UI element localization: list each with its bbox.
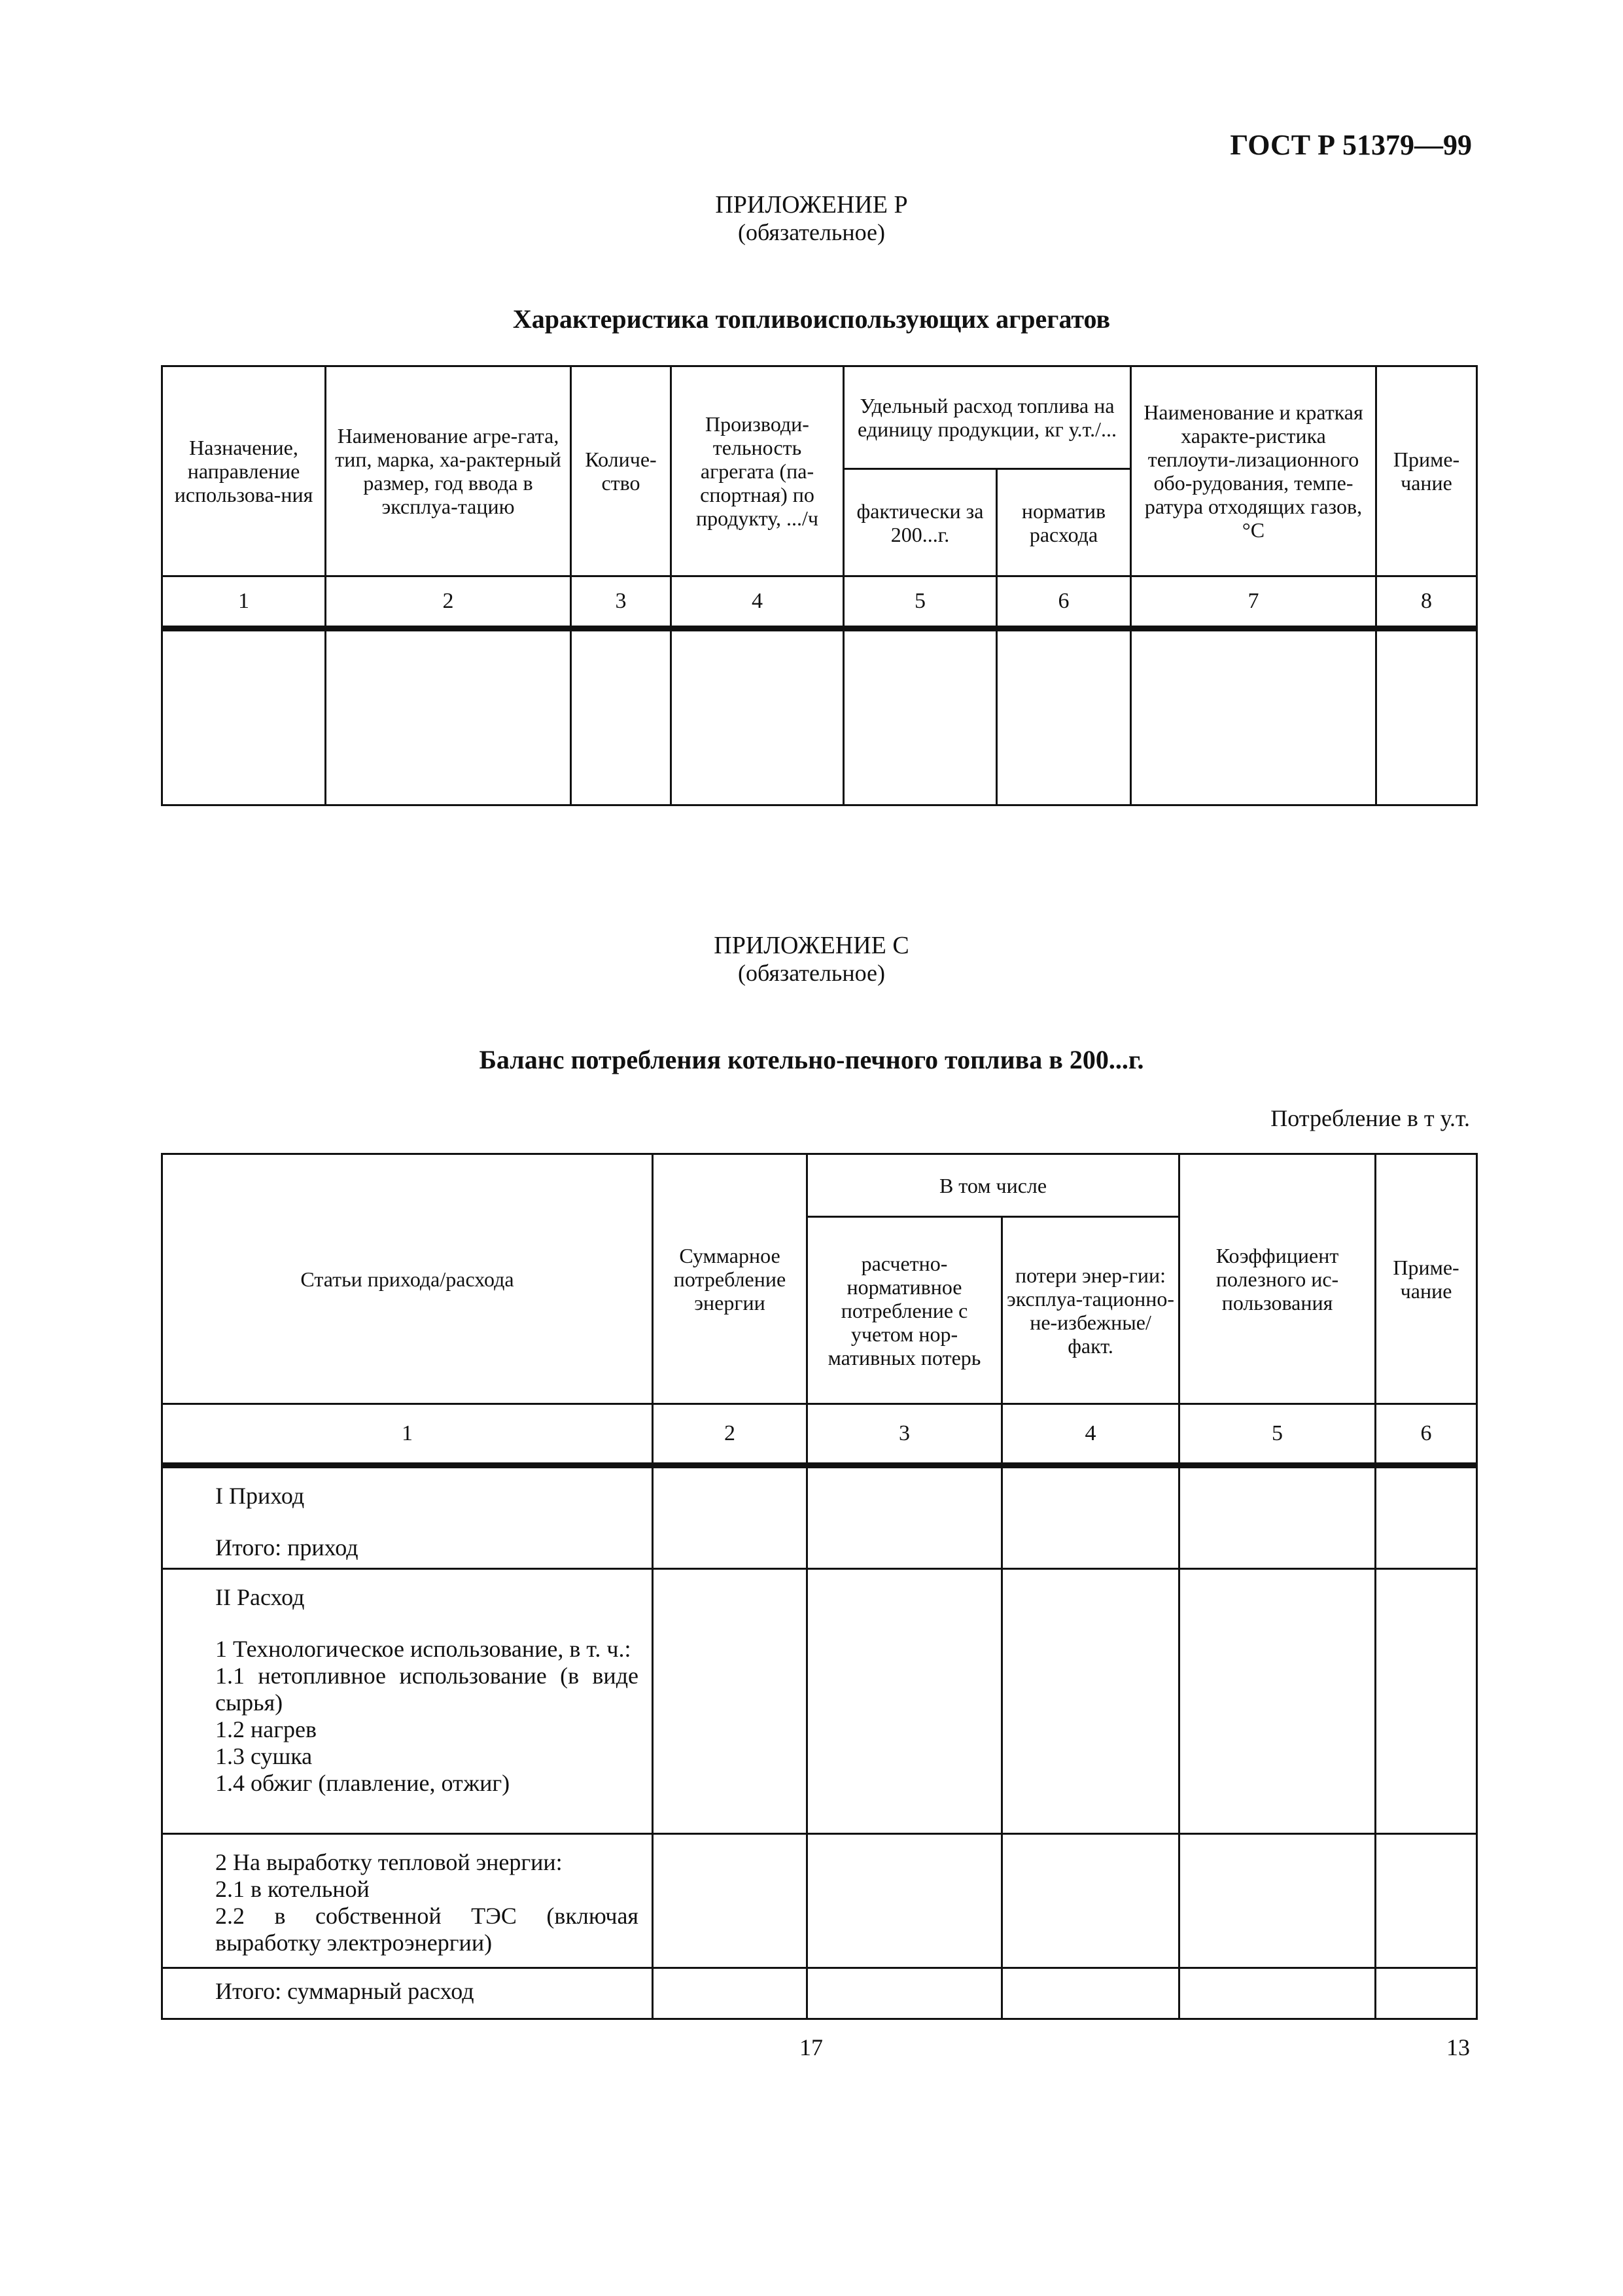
empty-cell [807,1968,1002,2019]
column-number: 7 [1131,576,1376,629]
column-number: 2 [326,576,571,629]
row-firing: 1.4 обжиг (плавление, отжиг) [215,1770,510,1796]
empty-cell [653,1569,807,1834]
empty-cell [1179,1569,1376,1834]
empty-cell [1002,1466,1179,1569]
page-number-right: 13 [1446,2034,1470,2060]
expense-total-section [162,1968,653,2019]
row-income: I Приход [215,1483,305,1509]
row-nonfuel: 1.1 нетопливное использование (в виде сырья) [215,1663,638,1716]
header-unit-name: Наименование агре-гата, тип, марка, ха-рактерный размер, год ввода в эксплуа-тацию [326,366,571,576]
empty-cell [653,1968,807,2019]
header-capacity: Производи-тельность агрегата (па-спортная) по продукту, .../ч [671,366,844,576]
expense-section [162,1569,653,1834]
empty-cell [326,629,571,805]
row-expense-total: Итого: суммарный расход [215,1978,474,2004]
appendix-s-table-title: Баланс потребления котельно-печного топлива в 200...г. [479,1045,1144,1074]
unit-note: Потребление в т у.т. [1270,1105,1470,1131]
column-number: 8 [1376,576,1477,629]
column-number: 1 [162,1404,653,1466]
empty-cell [671,629,844,805]
appendix-r-table-title: Характеристика топливоиспользующих агрегатов [512,304,1111,334]
empty-cell [807,1834,1002,1968]
row-heating: 1.2 нагрев [215,1716,317,1742]
empty-cell [653,1466,807,1569]
empty-cell [1376,1834,1477,1968]
row-tech-use: 1 Технологическое использование, в т. ч.: [215,1636,631,1662]
empty-cell [1002,1968,1179,2019]
empty-cell [162,629,326,805]
empty-cell [1376,1968,1477,2019]
empty-cell [807,1569,1002,1834]
empty-cell [571,629,671,805]
row-boiler: 2.1 в котельной [215,1876,370,1902]
header-note: Приме-чание [1376,1154,1477,1404]
header-efficiency: Коэффициент полезного ис-пользования [1179,1154,1376,1404]
column-number: 5 [1179,1404,1376,1466]
column-number: 2 [653,1404,807,1466]
appendix-r-status: (обязательное) [738,219,885,245]
empty-cell [1179,1968,1376,2019]
page-number-left: 17 [799,2034,823,2060]
empty-cell [653,1834,807,1968]
column-number: 3 [571,576,671,629]
header-total-consumption: Суммарное потребление энергии [653,1154,807,1404]
empty-cell [1131,629,1376,805]
header-specific-consumption: Удельный расход топлива на единицу продукции, кг у.т./... [844,366,1131,469]
empty-cell [844,629,997,805]
empty-cell [1376,1466,1477,1569]
header-norm: норматив расхода [997,469,1131,576]
fuel-units-table [161,365,1478,806]
header-note: Приме-чание [1376,366,1477,576]
empty-cell [1179,1466,1376,1569]
header-heat-recovery: Наименование и краткая характе-ристика теплоути-лизационного обо-рудования, темпе-ратура отходящих газов, °С [1131,366,1376,576]
header-quantity: Количе-ство [571,366,671,576]
heat-generation-section [162,1834,653,1968]
column-number: 6 [997,576,1131,629]
document-code: ГОСТ Р 51379—99 [1230,129,1472,161]
empty-cell [1376,629,1477,805]
header-items: Статьи прихода/расхода [162,1154,653,1404]
row-heat-generation: 2 На выработку тепловой энергии: [215,1849,563,1875]
income-section [162,1466,653,1569]
appendix-s-status: (обязательное) [738,960,885,986]
header-actual: фактически за 200...г. [844,469,997,576]
empty-cell [1002,1569,1179,1834]
fuel-balance-table [161,1153,1478,2020]
column-number: 3 [807,1404,1002,1466]
column-number: 1 [162,576,326,629]
empty-cell [1002,1834,1179,1968]
row-own-tpp: 2.2 в собственной ТЭС (включая выработку электроэнергии) [215,1903,638,1956]
empty-cell [997,629,1131,805]
row-expense: II Расход [215,1584,305,1610]
empty-cell [807,1466,1002,1569]
header-energy-losses: потери энер-гии: эксплуа-тационно-не-избежные/ факт. [1002,1217,1179,1404]
header-including: В том числе [807,1154,1179,1217]
column-number: 6 [1376,1404,1477,1466]
appendix-r-title: ПРИЛОЖЕНИЕ Р [715,191,908,219]
row-drying: 1.3 сушка [215,1743,313,1769]
column-number: 5 [844,576,997,629]
row-income-total: Итого: приход [215,1534,358,1561]
appendix-s-title: ПРИЛОЖЕНИЕ С [714,932,909,959]
column-number: 4 [671,576,844,629]
column-number: 4 [1002,1404,1179,1466]
empty-cell [1376,1569,1477,1834]
header-purpose: Назначение, направление использова-ния [162,366,326,576]
header-normative-consumption: расчетно-нормативное потребление с учетом нор-мативных потерь [807,1217,1002,1404]
empty-cell [1179,1834,1376,1968]
